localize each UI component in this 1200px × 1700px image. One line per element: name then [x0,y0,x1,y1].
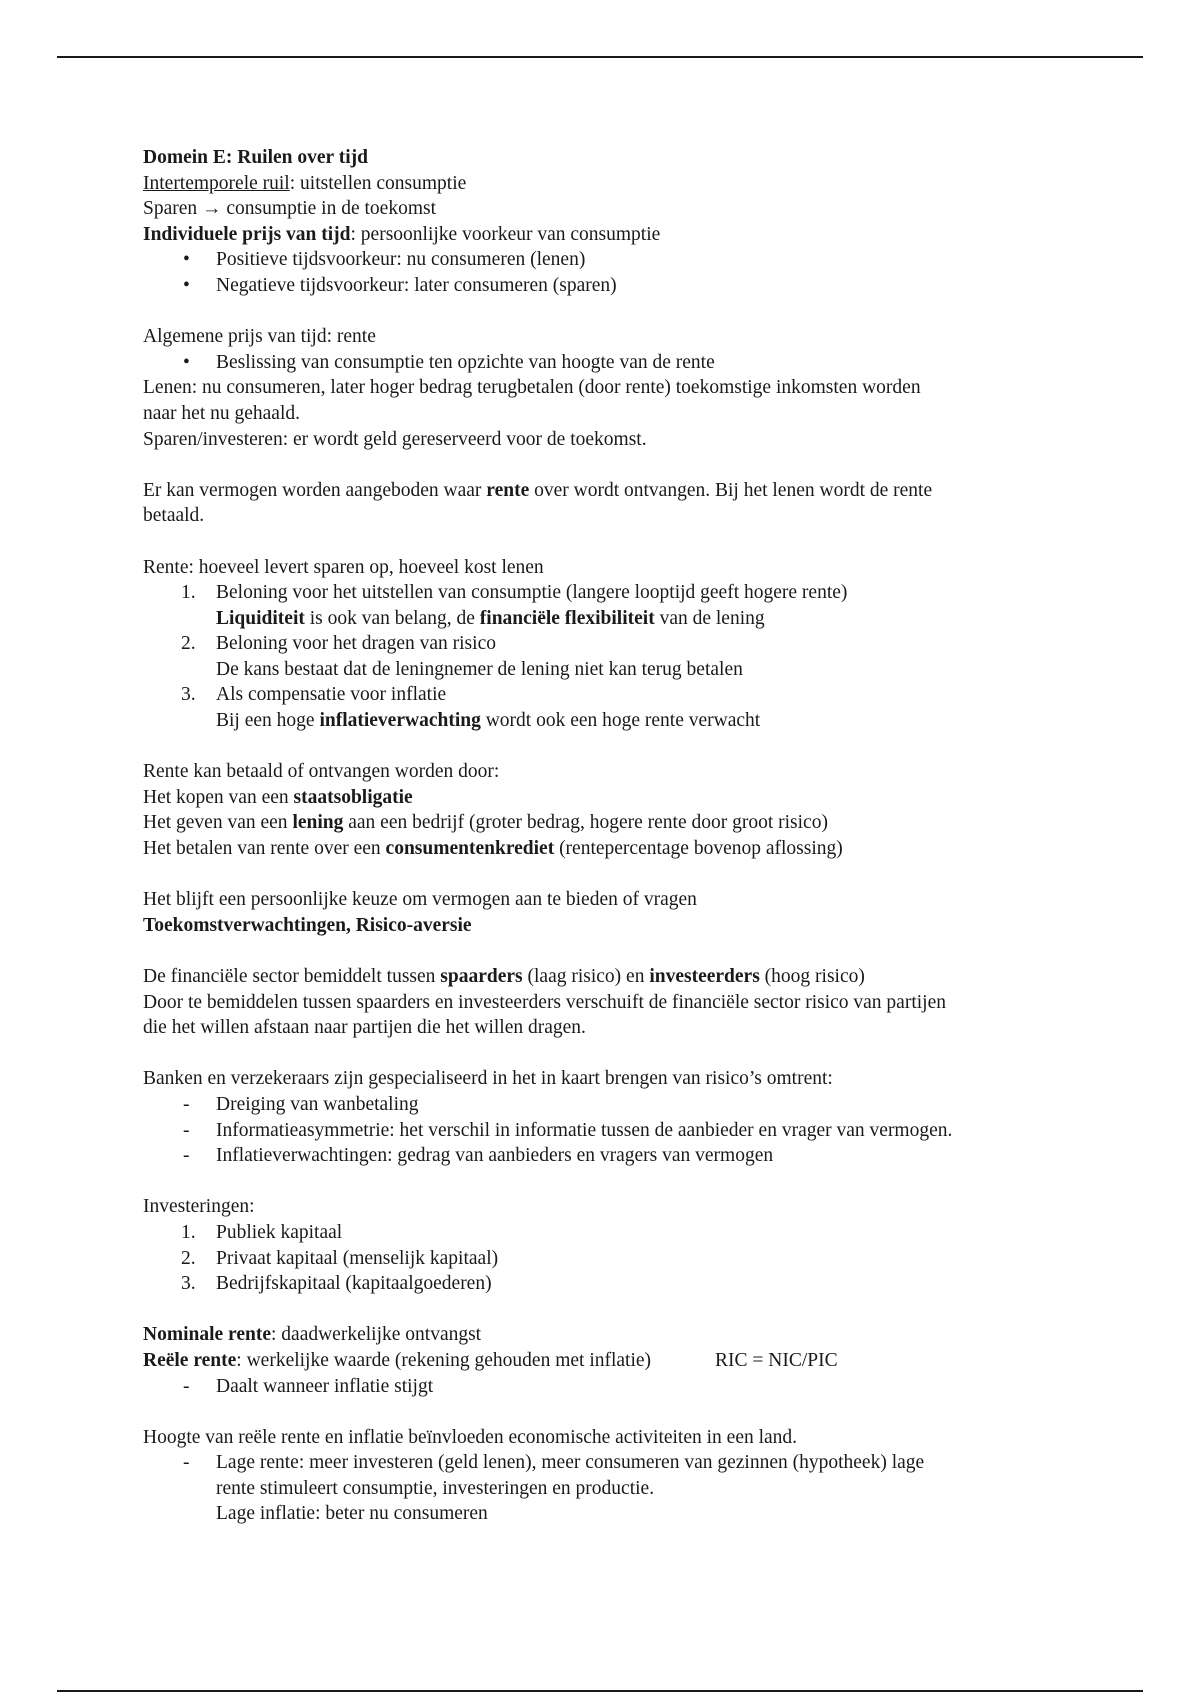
arrow-icon: → [202,198,222,220]
bullet-icon: • [183,351,190,373]
intertemporal-definition: Intertemporele ruil: uitstellen consumptie [143,172,467,194]
betaald-line: Het betalen van rente over een consumentenkrediet (rentepercentage bovenop aflossing) [143,838,843,860]
list-item: - Daalt wanneer inflatie stijgt [143,1374,1083,1400]
keuze-line: Het blijft een persoonlijke keuze om vermogen aan te bieden of vragen [143,889,697,911]
individual-price-definition: Individuele prijs van tijd: persoonlijke voorkeur van consumptie [143,223,661,245]
list-item-detail: De kans bestaat dat de leningnemer de lening niet kan terug betalen [216,658,743,680]
general-price-heading: Algemene prijs van tijd: rente [143,326,376,348]
list-item-detail: Liquiditeit is ook van belang, de financiële flexibiliteit van de lening [216,607,765,629]
list-item: - Lage rente: meer investeren (geld lenen), meer consumeren van gezinnen (hypotheek) lage [143,1450,1083,1476]
list-item-detail: rente stimuleert consumptie, investeringen en productie. [216,1477,655,1499]
dash-marker: - [183,1119,190,1141]
list-item: - Dreiging van wanbetaling [143,1092,1083,1118]
intertemporal-term: Intertemporele ruil [143,172,290,194]
real-rate-formula: RIC = NIC/PIC [715,1349,838,1371]
list-item-detail: Lage inflatie: beter nu consumeren [216,1503,488,1525]
banken-heading: Banken en verzekeraars zijn gespecialiseerd in het in kaart brengen van risico’s omtrent: [143,1068,833,1090]
dash-marker: - [183,1145,190,1167]
dash-marker: - [183,1452,190,1474]
list-item: - Inflatieverwachtingen: gedrag van aanbieders en vragers van vermogen [143,1143,1083,1169]
list-item: 1. Beloning voor het uitstellen van consumptie (langere looptijd geeft hogere rente) [181,582,848,604]
dash-marker: - [183,1375,190,1397]
list-item: 2. Beloning voor het dragen van risico [181,633,496,655]
page-title: Domein E: Ruilen over tijd [143,147,368,168]
list-item: • Negatieve tijdsvoorkeur: later consumeren (sparen) [143,273,1083,299]
lenen-line: Lenen: nu consumeren, later hoger bedrag terugbetalen (door rente) toekomstige inkomsten worden [143,377,921,399]
betaald-heading: Rente kan betaald of ontvangen worden door: [143,761,500,783]
sparen-investeren-line: Sparen/investeren: er wordt geld gereserveerd voor de toekomst. [143,428,647,450]
vermogen-paragraph: Er kan vermogen worden aangeboden waar rente over wordt ontvangen. Bij het lenen wordt de rente [143,479,933,501]
document-body [143,145,1083,1527]
footer-rule [57,1690,1143,1692]
investeringen-heading: Investeringen: [143,1196,255,1218]
hoogte-heading: Hoogte van reële rente en inflatie beïnvloeden economische activiteiten in een land. [143,1426,798,1448]
betaald-line: Het geven van een lening aan een bedrijf (groter bedrag, hogere rente door groot risico) [143,812,828,834]
list-item-detail: Bij een hoge inflatieverwachting wordt ook een hoge rente verwacht [216,710,761,732]
sparen-line: Sparen → consumptie in de toekomst [143,198,437,220]
list-item: 2. Privaat kapitaal (menselijk kapitaal) [181,1247,499,1269]
keuze-keywords: Toekomstverwachtingen, Risico-aversie [143,914,472,936]
header-rule [57,56,1143,58]
sector-paragraph-cont: die het willen afstaan naar partijen die het willen dragen. [143,1017,586,1039]
bullet-icon: • [183,249,190,271]
sector-paragraph-cont: Door te bemiddelen tussen spaarders en investeerders verschuift de financiële sector risico van partijen [143,991,946,1013]
list-item: • Positieve tijdsvoorkeur: nu consumeren (lenen) [143,247,1083,273]
real-rate-definition: Reële rente: werkelijke waarde (rekening gehouden met inflatie) RIC = NIC/PIC [143,1348,1083,1374]
rente-heading: Rente: hoeveel levert sparen op, hoeveel kost lenen [143,556,544,578]
lenen-line-cont: naar het nu gehaald. [143,402,301,424]
nominal-rate-definition: Nominale rente: daadwerkelijke ontvangst [143,1324,482,1346]
vermogen-paragraph-cont: betaald. [143,505,205,527]
list-item: • Beslissing van consumptie ten opzichte van hoogte van de rente [143,350,1083,376]
dash-marker: - [183,1093,190,1115]
list-item: 3. Bedrijfskapitaal (kapitaalgoederen) [181,1273,492,1295]
list-item: 3. Als compensatie voor inflatie [181,684,447,706]
betaald-line: Het kopen van een staatsobligatie [143,786,413,808]
bullet-icon: • [183,274,190,296]
list-item: - Informatieasymmetrie: het verschil in informatie tussen de aanbieder en vrager van vermogen. [143,1118,1083,1144]
sector-paragraph: De financiële sector bemiddelt tussen spaarders (laag risico) en investeerders (hoog risico) [143,966,865,987]
list-item: 1. Publiek kapitaal [181,1221,343,1243]
